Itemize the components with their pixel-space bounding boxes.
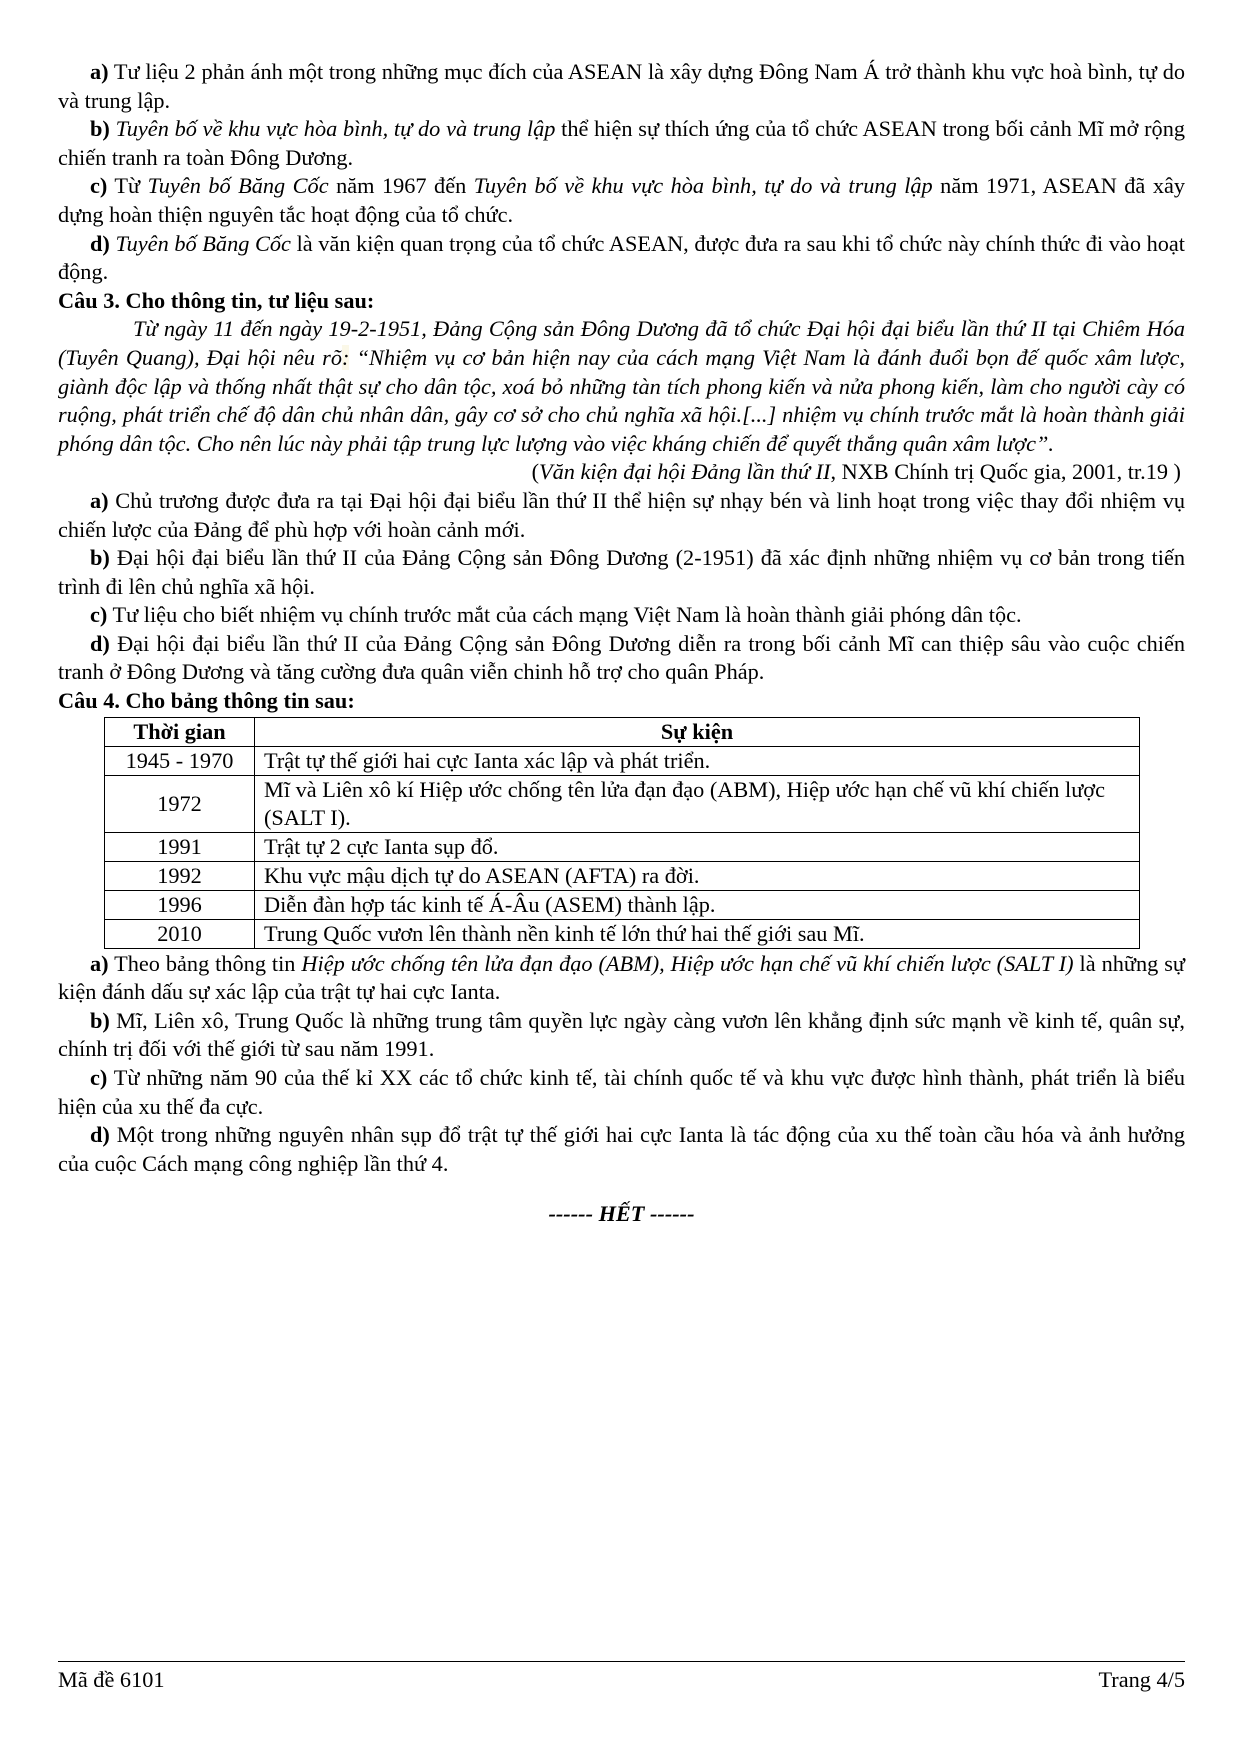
q3-option-b: b) Đại hội đại biểu lần thứ II của Đảng Cộng sản Đông Dương (2-1951) đã xác định những nhiệm vụ cơ bản trong tiến trình đi lên chủ nghĩa xã hội. (58, 545, 1185, 599)
exam-code: Mã đề 6101 (58, 1667, 165, 1692)
page-footer (58, 1666, 1185, 1695)
q3-option-c: c) Tư liệu cho biết nhiệm vụ chính trước mắt của cách mạng Việt Nam là hoàn thành giải phóng dân tộc. (90, 602, 1022, 628)
table-row (105, 746, 1140, 775)
table-row (105, 861, 1140, 890)
events-table (104, 717, 1140, 949)
cell-time: 1945 - 1970 (105, 746, 255, 775)
q4-option-b: b) Mĩ, Liên xô, Trung Quốc là những trung tâm quyền lực ngày càng vươn lên khẳng định sức mạnh về kinh tế, quân sự, chính trị đối với thế giới từ sau năm 1991. (58, 1007, 1185, 1062)
page-number: Trang 4/5 (1098, 1667, 1185, 1692)
cell-time: 1996 (105, 890, 255, 919)
q2-option-b: b) Tuyên bố về khu vực hòa bình, tự do và trung lập thể hiện sự thích ứng của tổ chức ASEAN trong bối cảnh Mĩ mở rộng chiến tranh ra toàn Đông Dương. (58, 116, 1186, 170)
question-3-title: Câu 3. Cho thông tin, tư liệu sau: (58, 287, 375, 313)
q3-option-a: a) Chủ trương được đưa ra tại Đại hội đại biểu lần thứ II thể hiện sự nhạy bén và linh hoạt trong việc thay đổi nhiệm vụ chiến lược của Đảng để phù hợp với hoàn cảnh mới. (58, 487, 1185, 542)
cell-time: 1972 (105, 775, 255, 832)
q4-option-c: c) Từ những năm 90 của thế kỉ XX các tổ chức kinh tế, tài chính quốc tế và khu vực được hình thành, phát triển là biểu hiện của xu thế đa cực. (58, 1065, 1185, 1119)
cell-event: Trật tự 2 cực Ianta sụp đổ. (255, 832, 1140, 861)
cell-time: 2010 (105, 919, 255, 948)
cell-event: Diễn đàn hợp tác kinh tế Á-Âu (ASEM) thành lập. (255, 890, 1140, 919)
header-event: Sự kiện (255, 717, 1140, 746)
q4-option-a: a) Theo bảng thông tin Hiệp ước chống tên lửa đạn đạo (ABM), Hiệp ước hạn chế vũ khí chiến lược (SALT I) là những sự kiện đánh dấu sự xác lập của trật tự hai cực Ianta. (58, 950, 1185, 1005)
q2-option-c: c) Từ Tuyên bố Băng Cốc năm 1967 đến Tuyên bố về khu vực hòa bình, tự do và trung lập năm 1971, ASEAN đã xây dựng hoàn thiện nguyên tắc hoạt động của tổ chức. (58, 173, 1186, 227)
footer-divider (58, 1661, 1185, 1662)
q3-quote: Từ ngày 11 đến ngày 19-2-1951, Đảng Cộng sản Đông Dương đã tổ chức Đại hội đại biểu lần thứ II tại Chiêm Hóa (Tuyên Quang), Đại hội nêu rõ: “Nhiệm vụ cơ bản hiện nay của cách mạng Việt Nam là đánh đuổi bọn đế quốc xâm lược, giành độc lập và thống nhất thật sự cho dân tộc, xoá bỏ những tàn tích phong kiến và nửa phong kiến, làm cho người cày có ruộng, phát triển chế độ dân chủ nhân dân, gây cơ sở cho chủ nghĩa xã hội.[...] nhiệm vụ chính trước mắt là hoàn thành giải phóng dân tộc. Cho nên lúc này phải tập trung lực lượng vào việc kháng chiến để quyết thắng quân xâm lược”. (58, 316, 1185, 456)
header-time: Thời gian (105, 717, 255, 746)
q4-option-d: d) Một trong những nguyên nhân sụp đổ trật tự thế giới hai cực Ianta là tác động của xu thế toàn cầu hóa và ảnh hưởng của cuộc Cách mạng công nghiệp lần thứ 4. (58, 1122, 1185, 1176)
table-row (105, 919, 1140, 948)
cell-time: 1992 (105, 861, 255, 890)
question-4-title: Câu 4. Cho bảng thông tin sau: (58, 688, 355, 714)
end-marker: ------ HẾT ------ (548, 1201, 695, 1227)
cell-time: 1991 (105, 832, 255, 861)
cell-event: Khu vực mậu dịch tự do ASEAN (AFTA) ra đời. (255, 861, 1140, 890)
q3-option-d: d) Đại hội đại biểu lần thứ II của Đảng Cộng sản Đông Dương diễn ra trong bối cảnh Mĩ can thiệp sâu vào cuộc chiến tranh ở Đông Dương và tăng cường đưa quân viễn chinh hỗ trợ cho quân Pháp. (58, 630, 1185, 685)
cell-event: Mĩ và Liên xô kí Hiệp ước chống tên lửa đạn đạo (ABM), Hiệp ước hạn chế vũ khí chiến lược (SALT I). (255, 775, 1140, 832)
page-content (58, 58, 1185, 1229)
q2-option-d: d) Tuyên bố Băng Cốc là văn kiện quan trọng của tổ chức ASEAN, được đưa ra sau khi tổ chức này chính thức đi vào hoạt động. (58, 230, 1185, 285)
table-header-row (105, 717, 1140, 746)
table-row (105, 832, 1140, 861)
table-row (105, 890, 1140, 919)
q3-source: (Văn kiện đại hội Đảng lần thứ II, NXB Chính trị Quốc gia, 2001, tr.19 ) (531, 459, 1181, 485)
q2-option-a: a) Tư liệu 2 phản ánh một trong những mục đích của ASEAN là xây dựng Đông Nam Á trở thành khu vực hoà bình, tự do và trung lập. (58, 59, 1185, 113)
table-row (105, 775, 1140, 832)
cell-event: Trật tự thế giới hai cực Ianta xác lập và phát triển. (255, 746, 1140, 775)
cell-event: Trung Quốc vươn lên thành nền kinh tế lớn thứ hai thế giới sau Mĩ. (255, 919, 1140, 948)
